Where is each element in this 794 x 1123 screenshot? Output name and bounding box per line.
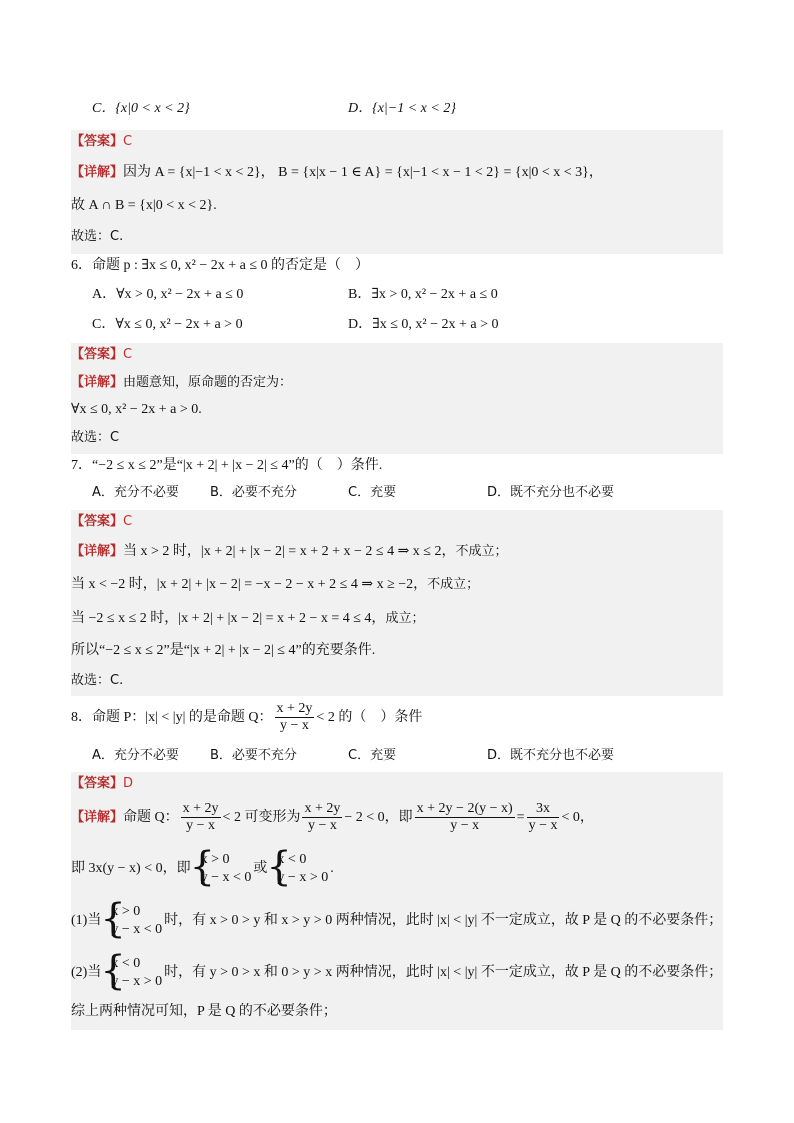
system-row: { x > 0: [111, 903, 141, 919]
detail-text: 因为 A = {x|−1 < x < 2}， B = {x|x − 1 ∈ A} = {x|−1 < x − 1 < 2} = {x|0 < x < 3}，: [123, 165, 603, 180]
detail-text: < 0，: [561, 810, 594, 825]
q7-detail-line-3: [71, 608, 424, 629]
answer-value: C: [123, 514, 133, 529]
q8-detail-line-2: [71, 850, 334, 888]
q5-solution-block: [71, 130, 723, 254]
fraction-denominator: y − x: [307, 818, 337, 834]
q7-option-b: B．必要不充分: [210, 485, 297, 500]
q6-solution-block: [71, 343, 723, 454]
detail-text: (2)当: [71, 965, 102, 980]
detail-label: 【详解】: [71, 810, 124, 825]
fraction: [415, 801, 515, 834]
detail-text: 时，有 y > 0 > x 和 0 > y > x 两种情况，此时 |x| < |y| 不一定成立，故 P 是 Q 的不必要条件；: [164, 965, 723, 980]
detail-text: 当 −2 ≤ x ≤ 2 时，|x + 2| + |x − 2| = x + 2 − x = 4 ≤ 4，: [71, 611, 386, 626]
detail-conclusion: 不成立；: [427, 577, 480, 592]
q7-option-a: A．充分不必要: [92, 485, 179, 500]
q5-detail-line-1: [71, 162, 603, 183]
fraction-denominator: y − x: [186, 818, 216, 834]
detail-text: 命题 Q：: [123, 810, 179, 825]
answer-value: C: [123, 347, 133, 362]
fraction-numerator: x + 2y − 2(y − x): [416, 801, 513, 817]
q4-option-d: D．{x|−1 < x < 2}: [348, 101, 456, 116]
q8-option-b: B．必要不充分: [210, 748, 297, 763]
q6-detail-line-1: [71, 372, 292, 393]
fraction: [527, 801, 560, 834]
q7-option-d: D．既不充分也不必要: [487, 485, 615, 500]
q8-stem: [71, 700, 422, 736]
detail-text: 由题意知，原命题的否定为：: [123, 375, 293, 390]
system-row: y − x > 0: [111, 973, 163, 989]
q8-detail-line-5: 综上两种情况可知，P 是 Q 的不必要条件；: [71, 1004, 337, 1019]
q7-answer-line: [71, 511, 132, 532]
detail-text: 时，有 x > 0 > y 和 x > y > 0 两种情况，此时 |x| < |y| 不一定成立，故 P 是 Q 的不必要条件；: [164, 913, 723, 928]
system-row: { x > 0: [200, 851, 230, 867]
q7-solution-block: [71, 510, 723, 696]
fraction-numerator: x + 2y: [182, 801, 219, 817]
inequality-system: [269, 851, 328, 887]
q8-answer-line: [71, 773, 133, 794]
answer-label: 【答案】: [71, 776, 124, 791]
fraction-denominator: y − x: [450, 818, 480, 834]
q7-detail-line-1: [71, 541, 508, 562]
q7-stem: 7．“−2 ≤ x ≤ 2”是“|x + 2| + |x − 2| ≤ 4”的（ ）条件.: [71, 458, 383, 473]
q6-option-a: A．∀x > 0, x² − 2x + a ≤ 0: [92, 287, 244, 302]
detail-label: 【详解】: [71, 375, 124, 390]
detail-conclusion: 不成立；: [455, 544, 508, 559]
inequality-system: [103, 955, 162, 991]
q5-detail-line-2: 故 A ∩ B = {x|0 < x < 2}.: [71, 198, 217, 213]
answer-value: C: [123, 134, 133, 149]
q8-option-d: D．既不充分也不必要: [487, 748, 615, 763]
q6-option-d: D．∃x ≤ 0, x² − 2x + a > 0: [348, 317, 499, 332]
q7-detail-line-5: 故选：C.: [71, 673, 124, 688]
fraction-denominator: y − x: [528, 818, 558, 834]
q5-answer-line: [71, 131, 132, 152]
q7-detail-line-4: 所以“−2 ≤ x ≤ 2”是“|x + 2| + |x − 2| ≤ 4”的充要条件.: [71, 643, 376, 658]
answer-label: 【答案】: [71, 347, 124, 362]
system-row: { x < 0: [111, 955, 141, 971]
fraction: [302, 801, 342, 834]
fraction-numerator: x + 2y: [276, 701, 313, 717]
q7-detail-line-2: [71, 574, 479, 595]
inequality-system: [193, 851, 252, 887]
system-row: y − x > 0: [277, 869, 329, 885]
q6-option-c: C．∀x ≤ 0, x² − 2x + a > 0: [92, 317, 243, 332]
fraction-numerator: 3x: [527, 801, 560, 818]
q5-detail-line-3: 故选：C.: [71, 229, 124, 244]
detail-text: 或: [253, 861, 268, 876]
q8-option-c: C．充要: [348, 748, 397, 763]
system-row: { x < 0: [277, 851, 307, 867]
inequality-system: [103, 903, 162, 939]
answer-label: 【答案】: [71, 134, 124, 149]
detail-label: 【详解】: [71, 544, 124, 559]
detail-conclusion: 成立；: [385, 611, 425, 626]
fraction-denominator: y − x: [280, 718, 309, 734]
detail-text: − 2 < 0，即: [344, 810, 413, 825]
detail-text: =: [516, 810, 525, 825]
q8-detail-line-1: [71, 800, 594, 836]
system-row: y − x < 0: [200, 869, 252, 885]
detail-text: 当 x > 2 时，|x + 2| + |x − 2| = x + 2 + x − 2 ≤ 4 ⇒ x ≤ 2，: [123, 544, 456, 559]
answer-value: D: [123, 776, 134, 791]
detail-text: < 2 可变形为: [222, 810, 301, 825]
answer-label: 【答案】: [71, 514, 124, 529]
q8-detail-line-3: [71, 902, 722, 940]
detail-text: .: [330, 861, 334, 876]
q6-stem: 6．命题 p : ∃x ≤ 0, x² − 2x + a ≤ 0 的否定是（ ）: [71, 258, 370, 273]
q8-stem-fraction: [275, 701, 315, 734]
fraction: [181, 801, 221, 834]
q4-option-c: C．{x|0 < x < 2}: [92, 101, 190, 116]
q7-option-c: C．充要: [348, 485, 397, 500]
q6-answer-line: [71, 344, 132, 365]
fraction-numerator: x + 2y: [304, 801, 341, 817]
q8-stem-prefix: 8．命题 P：|x| < |y| 的是命题 Q：: [71, 710, 273, 725]
q6-detail-line-3: 故选：C: [71, 430, 120, 445]
q6-detail-line-2: ∀x ≤ 0, x² − 2x + a > 0.: [71, 402, 202, 417]
detail-text: 当 x < −2 时，|x + 2| + |x − 2| = −x − 2 − x + 2 ≤ 4 ⇒ x ≥ −2，: [71, 577, 428, 592]
q6-option-b: B．∃x > 0, x² − 2x + a ≤ 0: [348, 287, 498, 302]
q8-detail-line-4: [71, 954, 722, 992]
detail-text: 即 3x(y − x) < 0，即: [71, 861, 191, 876]
detail-label: 【详解】: [71, 165, 124, 180]
detail-text: (1)当: [71, 913, 102, 928]
q8-stem-suffix: < 2 的（ ）条件: [316, 710, 423, 725]
q8-option-a: A．充分不必要: [92, 748, 179, 763]
system-row: y − x < 0: [111, 921, 163, 937]
